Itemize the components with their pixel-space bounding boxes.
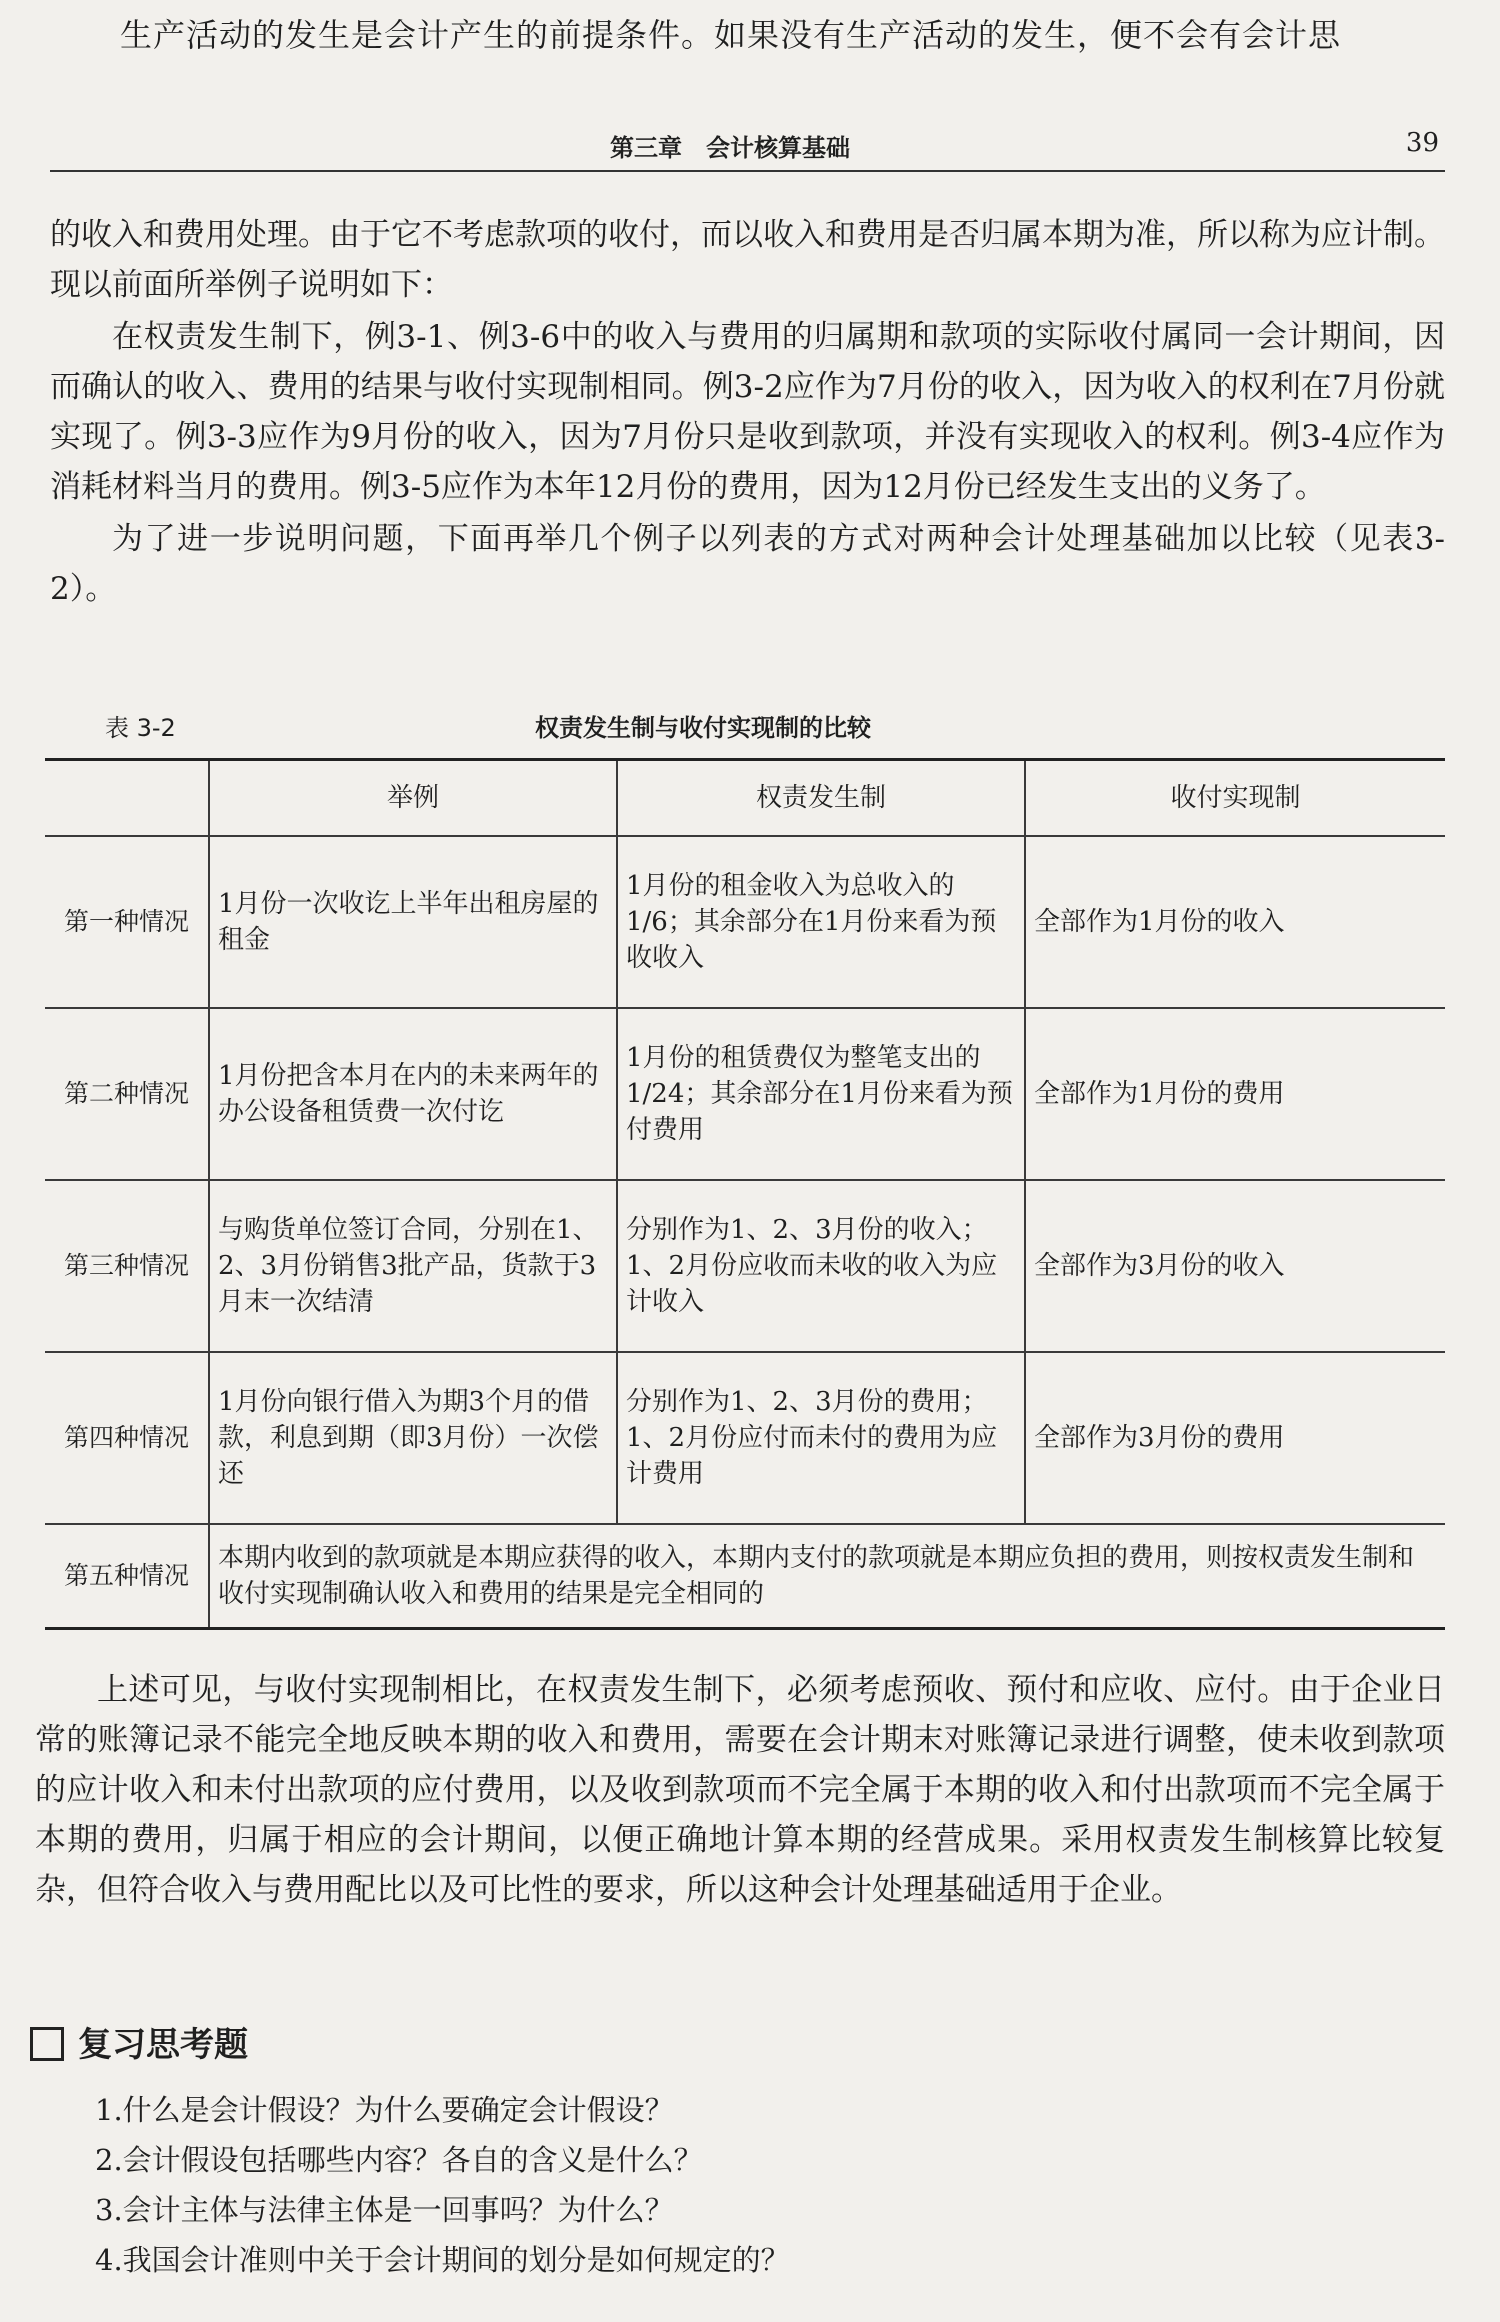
table-header-row: [45, 760, 1445, 837]
review-section-heading: [30, 2017, 248, 2065]
square-icon: [30, 2027, 64, 2061]
example-cell: 1月份向银行借入为期3个月的借款，利息到期（即3月份）一次偿还: [209, 1352, 617, 1524]
table-row: [45, 1524, 1445, 1629]
table-row: [45, 836, 1445, 1008]
header-cell-empty: [45, 760, 209, 837]
paragraph: 为了进一步说明问题，下面再举几个例子以列表的方式对两种会计处理基础加以比较（见表3-2）。: [50, 521, 1445, 607]
table-number: 表 3-2: [105, 714, 176, 742]
paragraph: 上述可见，与收付实现制相比，在权责发生制下，必须考虑预收、预付和应收、应付。由于企业日常的账簿记录不能完全地反映本期的收入和费用，需要在会计期末对账簿记录进行调整，使未收到款项的应计收入和未付出款项的应付费用，以及收到款项而不完全属于本期的收入和付出款项而不完全属于本期的费用，归属于相应的会计期间，以便正确地计算本期的经营成果。采用权责发生制核算比较复杂，但符合收入与费用配比以及可比性的要求，所以这种会计处理基础适用于企业。: [35, 1672, 1445, 1908]
page-number: 39: [1405, 128, 1439, 158]
paragraph: 的收入和费用处理。由于它不考虑款项的收付，而以收入和费用是否归属本期为准，所以称为应计制。现以前面所举例子说明如下：: [50, 217, 1445, 303]
chapter-title: 第三章 会计核算基础: [610, 134, 850, 162]
example-cell: 1月份一次收讫上半年出租房屋的租金: [209, 836, 617, 1008]
row-label: 第二种情况: [45, 1008, 209, 1180]
table-row: [45, 1008, 1445, 1180]
header-cell-cash: 收付实现制: [1025, 760, 1445, 837]
cash-cell: 全部作为3月份的收入: [1025, 1180, 1445, 1352]
accrual-cell: 分别作为1、2、3月份的收入；1、2月份应收而未收的收入为应计收入: [617, 1180, 1025, 1352]
cash-cell: 全部作为1月份的收入: [1025, 836, 1445, 1008]
list-item: 2.会计假设包括哪些内容？各自的含义是什么？: [95, 2143, 703, 2177]
accrual-cell: 1月份的租金收入为总收入的1/6；其余部分在1月份来看为预收收入: [617, 836, 1025, 1008]
cash-cell: 全部作为1月份的费用: [1025, 1008, 1445, 1180]
review-title-text: 复习思考题: [78, 2025, 248, 2065]
example-cell: 与购货单位签订合同，分别在1、2、3月份销售3批产品，货款于3月末一次结清: [209, 1180, 617, 1352]
row-label: 第三种情况: [45, 1180, 209, 1352]
accrual-cell: 1月份的租赁费仅为整笔支出的1/24；其余部分在1月份来看为预付费用: [617, 1008, 1025, 1180]
merged-cell: 本期内收到的款项就是本期应获得的收入，本期内支付的款项就是本期应负担的费用，则按权责发生制和收付实现制确认收入和费用的结果是完全相同的: [209, 1524, 1445, 1629]
row-label: 第五种情况: [45, 1524, 209, 1629]
row-label: 第一种情况: [45, 836, 209, 1008]
previous-page-fragment: 生产活动的发生是会计产生的前提条件。如果没有生产活动的发生，便不会有会计思: [120, 16, 1342, 54]
header-cell-example: 举例: [209, 760, 617, 837]
comparison-table: [45, 758, 1445, 1630]
table-row: [45, 1180, 1445, 1352]
row-label: 第四种情况: [45, 1352, 209, 1524]
table-title: 权责发生制与收付实现制的比较: [535, 714, 871, 742]
review-questions: [95, 2085, 1445, 2285]
body-text-top: [50, 210, 1445, 616]
running-header: [50, 128, 1445, 172]
cash-cell: 全部作为3月份的费用: [1025, 1352, 1445, 1524]
table-row: [45, 1352, 1445, 1524]
header-cell-accrual: 权责发生制: [617, 760, 1025, 837]
list-item: 4.我国会计准则中关于会计期间的划分是如何规定的？: [95, 2243, 790, 2277]
list-item: 1.什么是会计假设？为什么要确定会计假设？: [95, 2093, 674, 2127]
table-caption: [105, 702, 1445, 742]
list-item: 3.会计主体与法律主体是一回事吗？为什么？: [95, 2193, 674, 2227]
accrual-cell: 分别作为1、2、3月份的费用；1、2月份应付而未付的费用为应计费用: [617, 1352, 1025, 1524]
body-text-bottom: [35, 1665, 1445, 1915]
example-cell: 1月份把含本月在内的未来两年的办公设备租赁费一次付讫: [209, 1008, 617, 1180]
paragraph: 在权责发生制下，例3-1、例3-6中的收入与费用的归属期和款项的实际收付属同一会计期间，因而确认的收入、费用的结果与收付实现制相同。例3-2应作为7月份的收入，因为收入的权利在7月份就实现了。例3-3应作为9月份的收入，因为7月份只是收到款项，并没有实现收入的权利。例3-4应作为消耗材料当月的费用。例3-5应作为本年12月份的费用，因为12月份已经发生支出的义务了。: [50, 319, 1445, 505]
